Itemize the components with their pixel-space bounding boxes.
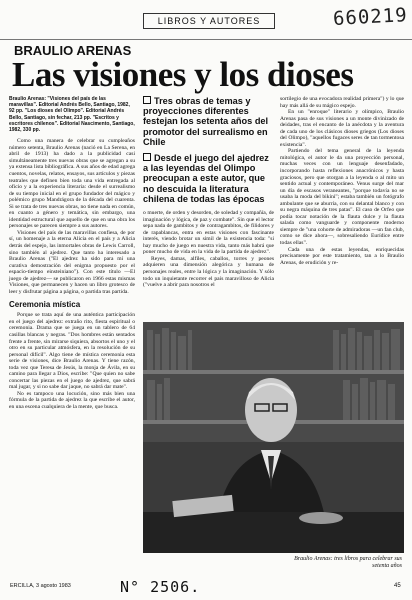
photo-caption: Braulio Arenas: tres libros para celebrar sus setenta años bbox=[294, 556, 402, 569]
body-paragraph: Visiones del país de las maravillas confiesa, de por sí, un homenaje a la eterna Alicia en el país y a Alicia detrás del espejo, las inmortales obras de Lewis Carroll, sino también al ajedrez. Que tanto ha interesado a Braulio Arenas ("El ajedrez ha sido para mí una curativa demostración del enigma propuesto por el espacio-tiempo einsteiniano"). Con este título —El juego de ajedrez— se publicaron en 1966 estas mismas Visiones, que permanecen y hacen un libro grotesco de leer y disfrutar página a página, o partida tras partida. bbox=[9, 229, 135, 295]
pull-quote-2 bbox=[143, 153, 274, 204]
body-paragraph: sortilegio de una evocadora realidad primera") y lo que hay más allá de su mágico espejo. bbox=[280, 96, 404, 109]
column-right bbox=[280, 96, 404, 266]
pull-quote-text: Desde el juego del ajedrez a las leyendas del Olimpo preocupan a este autor, que no descuida la literatura chilena de todas las épocas bbox=[143, 153, 269, 204]
page-number: 45 bbox=[394, 583, 401, 589]
column-left bbox=[9, 96, 135, 411]
body-paragraph: En un "enroque" literario y olímpico, Braulio Arenas pasa de sus visiones a un monte divinizado de deidades, tras el encanto de la anécdota y la aventura de cada uno de los clásicos dioses griegos (Los dioses del Olimpo), "aquellos fugaces seres de tan tormentosa existencia". bbox=[280, 109, 404, 148]
column-middle bbox=[143, 96, 274, 289]
author-photo bbox=[143, 322, 404, 553]
handwritten-stamp: 660219 bbox=[332, 4, 409, 30]
body-paragraph: Cada una de estas leyendas, enriquecidas precisamente por este tratamiento, tan a lo Braulio Arenas, de erudición y re- bbox=[280, 246, 404, 266]
body-paragraph: Reyes, damas, alfiles, caballos, torres y peones adquieren una dimensión alegórica y humana de personajes reales, entre la lógica y la imaginación. Y sólo todo un inquietante recorrer el país maravilloso de Alicia ("vuelve a abrir para nosotros el bbox=[143, 255, 274, 289]
square-bullet-icon bbox=[143, 153, 151, 161]
pull-quote-text: Tres obras de temas y proyecciones diferentes festejan los setenta años del promotor del surrealismo en Chile bbox=[143, 96, 269, 147]
footer-handwritten-number: N° 2506. bbox=[120, 578, 201, 596]
pull-quote-1 bbox=[143, 96, 274, 147]
body-paragraph: No es tampoco una locución, sino más bien una fórmula de la partida de ajedrez la que escribe el autor, en una escena cualquiera de la mente, que busca. bbox=[9, 390, 135, 410]
body-paragraph: Partiendo del tema general de la leyenda mitológica, el autor le da una proyección personal, muchas veces con un lenguaje desenfadado, incorporando hasta reflexiones anacrónicos y hasta graciosos, pero que otorgan a la leyenda o al mito un sentido actual y contemporáneo. Venus surge del mar un día de escasos veraneantes, "porque todavía no se usaba la moda del bikini"; estaba también un fotógrafo ambulante que se aburría, con su delantal blanco y con su negra máquina de tres patas". El caso de Orfeo que podía tocar notación de la flauta dulce y la flauta salada como vanguarde y componente moderno siempre de "una cohorte de admiradoras —un fan club, como se dice ahora—, sobresaliendo Eurídice entre todas ellas". bbox=[280, 148, 404, 247]
section-header: LIBROS Y AUTORES bbox=[143, 13, 275, 29]
book-credits: Braulio Arenas: "Visiones del país de las maravillas". Editorial Andrés Bello, Santiago, 1982, 92 pp. "Los dioses del Olimpo". Editorial Andrés Bello, Santiago, sin fechar, 213 pp. "Escritos y escritores chilenos". Editorial Nascimento, Santiago, 1982, 330 pp. bbox=[9, 96, 135, 134]
body-paragraph: Como una manera de celebrar su cumpleaños número setenta, Braulio Arenas (nació en La Serena, en abril de 1913) ha dado a la publicidad casi simultáneamente tres nuevas obras que se agregan a su ya extensa lista bibliográfica. A sus años de edad agrega cuentos, novelas, relatos, ensayos, sus artículos y piezas teatrales que definen bien toda una vida entregada al oficio y a la experiencia literaria: desde el surrealismo de su tiempo inicial en el grupo fundador del mágico y polémico grupo Mandrágora de la década del cuarenta. Si se trata de tres nuevas obras, no tiene nada en común, en cuanto a género y temática, sin embargo, una identidad estructural que aquello de que en una obra los personajes se parecen siempre a sus autores. bbox=[9, 138, 135, 230]
author-name: BRAULIO ARENAS bbox=[14, 43, 132, 58]
article-headline: Las visiones y los dioses bbox=[12, 55, 354, 94]
body-paragraph: Porque se trata aquí de una auténtica participación en el juego del ajedrez: extraño rito, fiesta espiritual o ceremonia. Drama que se juega en un tablero de 64 casillas blancas y negras. "Dos hombres están sentados frente a frente, sin mirarse siquiera, absortos el uno y el otro en su particular atmósfera, en la resolución de su personal difícil". Algo tiene de mística ceremonia esta serie de visiones, dice Braulio Arenas. Y tiene razón, toda vez que Teresa de Jesús, la monja de Ávila, en su camino para llegar a Dios, escribe: "Que quien no sabe concertar las piezas en el juego de ajedrez, que sabrá mal jugar, y si no sabe dar jaque, no sabrá dar mate". bbox=[9, 312, 135, 391]
subhead-ceremonia: Ceremonia mística bbox=[9, 300, 81, 310]
body-paragraph: o muerte, de orden y desorden, de soledad y compañía, de imaginación y lógica, de paz y combate". Sin que el lector sepa nada de gambitos y de contragambitos, de filidores y de rapablancas, entra en estas visiones con fascinante interés, viendo brotar un simil de la existencia toda: "si hay mucho de juego en nuestra vida, tanto más habrá que poner mucho de vida en la vida de la partida de ajedrez". bbox=[143, 210, 274, 256]
photo-illustration bbox=[143, 322, 404, 553]
square-bullet-icon bbox=[143, 96, 151, 104]
top-rule bbox=[0, 39, 412, 40]
footer-publication: ERCILLA, 3 agosto 1983 bbox=[10, 583, 71, 589]
